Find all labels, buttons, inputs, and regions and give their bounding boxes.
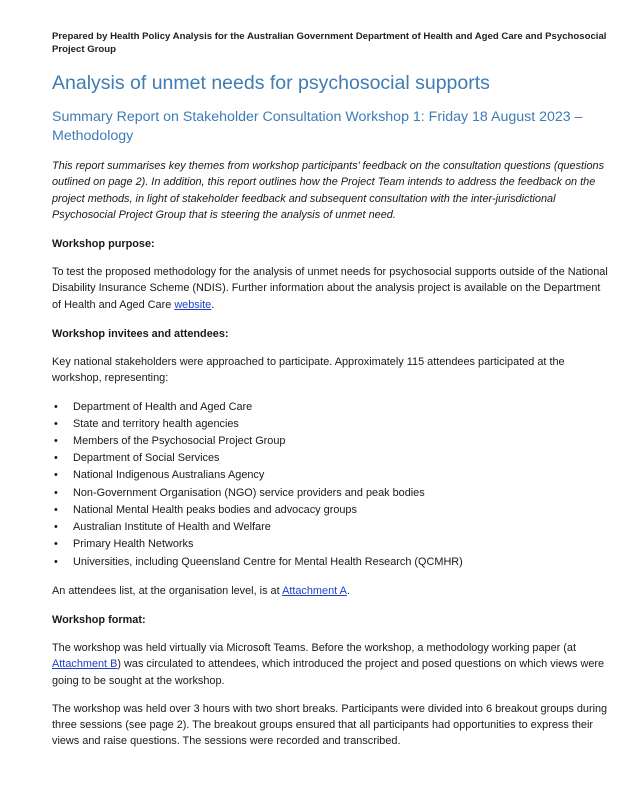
list-item-text: Members of the Psychosocial Project Group <box>73 435 286 448</box>
attendees-list-paragraph <box>52 583 609 599</box>
list-item <box>52 416 609 433</box>
format-text-end: ) was circulated to attendees, which introduced the project and posed questions on which views were going to be sought at the workshop. <box>52 658 605 687</box>
bullet-icon: • <box>54 521 58 534</box>
list-item-text: Universities, including Queensland Centre for Mental Health Research (QCMHR) <box>73 555 463 568</box>
bullet-icon: • <box>54 435 58 448</box>
list-item <box>52 485 609 502</box>
list-item-text: Department of Health and Aged Care <box>73 400 253 413</box>
format-text: The workshop was held virtually via Microsoft Teams. Before the workshop, a methodology working paper (at <box>52 642 577 654</box>
purpose-heading: Workshop purpose: <box>52 238 155 251</box>
list-item-text: National Mental Health peaks bodies and advocacy groups <box>73 503 357 516</box>
attendees-text: An attendees list, at the organisation level, is at <box>52 584 283 597</box>
list-item-text: Non-Government Organisation (NGO) service providers and peak bodies <box>73 486 425 499</box>
list-item-text: Australian Institute of Health and Welfare <box>73 521 271 534</box>
purpose-text-end: . <box>211 298 215 311</box>
list-item <box>52 399 609 416</box>
invitees-heading: Workshop invitees and attendees: <box>52 328 229 341</box>
invitees-paragraph: Key national stakeholders were approached to participate. Approximately 115 attendees participated at the workshop, representing: <box>52 356 565 385</box>
bullet-icon: • <box>54 417 58 430</box>
attachment-b-link[interactable]: Attachment B <box>52 658 118 671</box>
format-paragraph-1 <box>52 640 609 689</box>
list-item <box>52 519 609 536</box>
prepared-by-note: Prepared by Health Policy Analysis for the Australian Government Department of Health and Aged Care and Psychosocial Project Group <box>52 31 607 55</box>
purpose-paragraph <box>52 264 609 313</box>
bullet-icon: • <box>54 469 58 482</box>
bullet-icon: • <box>54 555 58 568</box>
bullet-icon: • <box>54 452 58 465</box>
website-link[interactable]: website <box>174 298 212 311</box>
bullet-icon: • <box>54 503 58 516</box>
list-item-text: Primary Health Networks <box>73 538 194 551</box>
document-title: Analysis of unmet needs for psychosocial supports <box>52 72 490 94</box>
list-item <box>52 502 609 519</box>
document-subtitle: Summary Report on Stakeholder Consultation Workshop 1: Friday 18 August 2023 – Methodology <box>52 109 583 144</box>
list-item-text: State and territory health agencies <box>73 417 239 430</box>
bullet-icon: • <box>54 538 58 551</box>
list-item <box>52 467 609 484</box>
list-item <box>52 450 609 467</box>
list-item-text: National Indigenous Australians Agency <box>73 469 265 482</box>
attachment-a-link[interactable]: Attachment A <box>282 584 347 597</box>
list-item-text: Department of Social Services <box>73 452 220 465</box>
format-heading: Workshop format: <box>52 614 146 626</box>
list-item <box>52 554 609 571</box>
list-item <box>52 536 609 553</box>
attendees-text-end: . <box>346 584 350 597</box>
bullet-icon: • <box>54 486 58 499</box>
list-item <box>52 433 609 450</box>
stakeholder-list <box>52 399 609 571</box>
format-paragraph-2: The workshop was held over 3 hours with two short breaks. Participants were divided into 6 breakout groups during three sessions (see page 2). The breakout groups ensured that all participants had opportunities to express their views and raise questions. The sessions were recorded and transcribed. <box>52 702 608 748</box>
purpose-text: To test the proposed methodology for the analysis of unmet needs for psychosocial supports outside of the National Disability Insurance Scheme (NDIS). Further information about the analysis project is available on the Department of Health and Aged Care <box>52 266 608 311</box>
bullet-icon: • <box>54 400 58 413</box>
intro-paragraph: This report summarises key themes from workshop participants’ feedback on the consultation questions (questions outlined on page 2). In addition, this report outlines how the Project Team intends to address the feedback on the project methods, in light of stakeholder feedback and subsequent consultation with the inter-jurisdictional Psychosocial Project Group that is steering the analysis of unmet need. <box>52 160 605 221</box>
